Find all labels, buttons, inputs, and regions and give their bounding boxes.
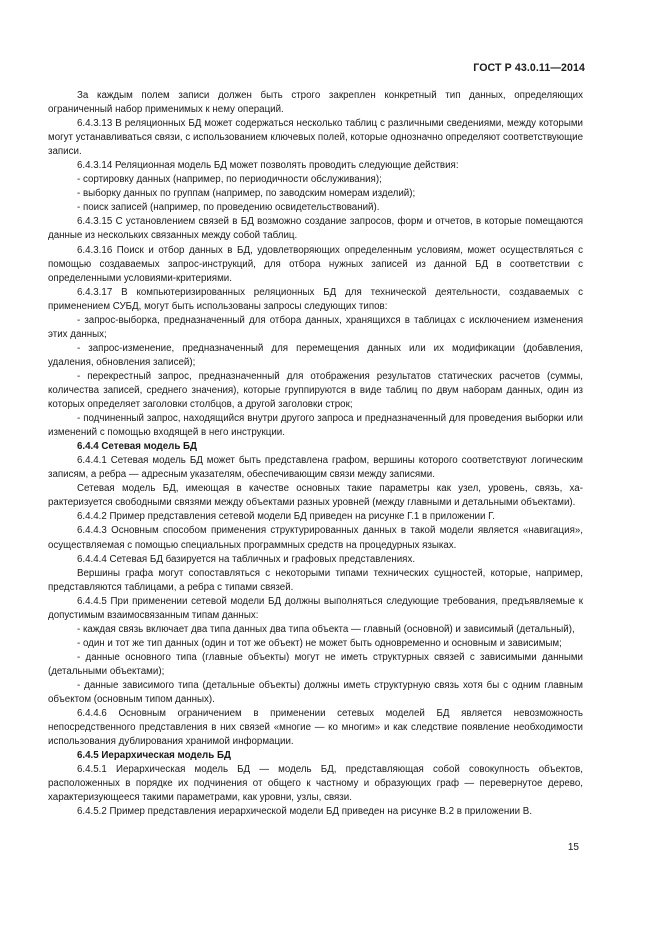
paragraph: 6.4.3.16 Поиск и отбор данных в БД, удовлетворяющих определенным условиям, может осуществляться с помощью создаваемых запрос-инструкций, для отбора нужных записей из данной БД в соответствии с определенными условиями-критериями. bbox=[48, 244, 583, 284]
paragraph: 6.4.3.15 С установлением связей в БД возможно создание запросов, форм и отчетов, в которые помещаются данные из нескольких связанных между собой таблиц. bbox=[48, 216, 583, 242]
paragraph: 6.4.5.2 Пример представления иерархической модели БД приведен на рисунке В.2 в приложении В. bbox=[77, 806, 533, 818]
document-body bbox=[48, 89, 583, 819]
list-item: - перекрестный запрос, предназначенный для отображения результатов статических расчетов (суммы, количества записей, среднего значения), которые группируются в виде таблиц по двум наборам данных, один из которых определяет заголовки столбцов, а другой заголовки строк; bbox=[48, 370, 583, 411]
document-header: ГОСТ Р 43.0.11—2014 bbox=[473, 62, 585, 74]
paragraph: 6.4.4.6 Основным ограничением в применении сетевых моделей БД является невозможность непосредственного представления в них связей «многие — ко многим» и как следствие появление необходимости использования дублирования хранимой информации. bbox=[48, 708, 583, 748]
section-heading: 6.4.5 Иерархическая модель БД bbox=[77, 750, 231, 762]
list-item: - данные основного типа (главные объекты) могут не иметь структурных связей с зависимыми данными (детальными объектами); bbox=[48, 651, 583, 677]
paragraph: 6.4.5.1 Иерархическая модель БД — модель БД, представляющая собой совокупность объектов, расположенных в порядке их подчинения от общего к частному и образующих граф — перевернутое дерево, характеризующееся такими параметрами, как уровни, узлы, связи. bbox=[48, 764, 583, 804]
paragraph: За каждым полем записи должен быть строго закреплен конкретный тип данных, определяющих ограниченный набор применимых к нему операций. bbox=[48, 90, 583, 116]
list-item: - запрос-изменение, предназначенный для перемещения данных или их модификации (добавления, удаления, обновления записей); bbox=[48, 342, 583, 368]
paragraph: 6.4.4.1 Сетевая модель БД может быть представлена графом, вершины которого соответствуют логическим записям, а ребра — адресным указателям, обеспечивающим связи между записями. bbox=[48, 455, 583, 481]
list-item: - подчиненный запрос, находящийся внутри другого запроса и предназначенный для проведения выборки или изменений с помощью входящей в него инструкции. bbox=[48, 413, 583, 439]
paragraph: Сетевая модель БД, имеющая в качестве основных такие параметры как узел, уровень, связь, характеризуется свободными связями между объектами разных уровней (между главными и детальными объектами). bbox=[48, 483, 583, 509]
paragraph: 6.4.3.13 В реляционных БД может содержаться несколько таблиц с различными сведениями, между которыми могут устанавливаться связи, с использованием ключевых полей, которые однозначно определяют соответствующие записи. bbox=[48, 118, 583, 158]
list-item: - запрос-выборка, предназначенный для отбора данных, хранящихся в таблицах с исключением изменения этих данных; bbox=[48, 314, 583, 340]
paragraph: 6.4.3.17 В компьютеризированных реляционных БД для технической деятельности, создаваемых с применением СУБД, могут быть использованы запросы следующих типов: bbox=[48, 286, 583, 312]
paragraph: 6.4.4.3 Основным способом применения структурированных данных в такой модели является «навигация», осуществляемая с помощью специальных программных средств на процедурных языках. bbox=[48, 525, 583, 551]
list-item: - выборку данных по группам (например, по заводским номерам изделий); bbox=[77, 188, 416, 200]
page-number: 15 bbox=[567, 842, 579, 853]
list-item: - поиск записей (например, по проведению освидетельствований). bbox=[77, 202, 380, 214]
list-item: - сортировку данных (например, по периодичности обслуживания); bbox=[77, 174, 382, 186]
paragraph: 6.4.3.14 Реляционная модель БД может позволять проводить следующие действия: bbox=[77, 160, 459, 172]
section-heading: 6.4.4 Сетевая модель БД bbox=[77, 441, 197, 453]
list-item: - данные зависимого типа (детальные объекты) должны иметь структурную связь хотя бы с одним главным объектом (основным типом данных). bbox=[48, 679, 583, 706]
paragraph: 6.4.4.2 Пример представления сетевой модели БД приведен на рисунке Г.1 в приложении Г. bbox=[77, 511, 495, 523]
list-item: - один и тот же тип данных (один и тот же объект) не может быть одновременно и основным и зависимым; bbox=[77, 637, 562, 649]
paragraph: 6.4.4.5 При применении сетевой модели БД должны выполняться следующие требования, предъявляемые к допустимым взаимосвязанным типам данных: bbox=[48, 595, 583, 621]
list-item: - каждая связь включает два типа данных два типа объекта — главный (основной) и зависимый (детальный), bbox=[77, 623, 575, 635]
paragraph: 6.4.4.4 Сетевая БД базируется на табличных и графовых представлениях. bbox=[77, 553, 416, 565]
paragraph: Вершины графа могут сопоставляться с некоторыми типами технических сущностей, которые, например, представляются таблицами, а ребра с типами связей. bbox=[48, 567, 583, 593]
